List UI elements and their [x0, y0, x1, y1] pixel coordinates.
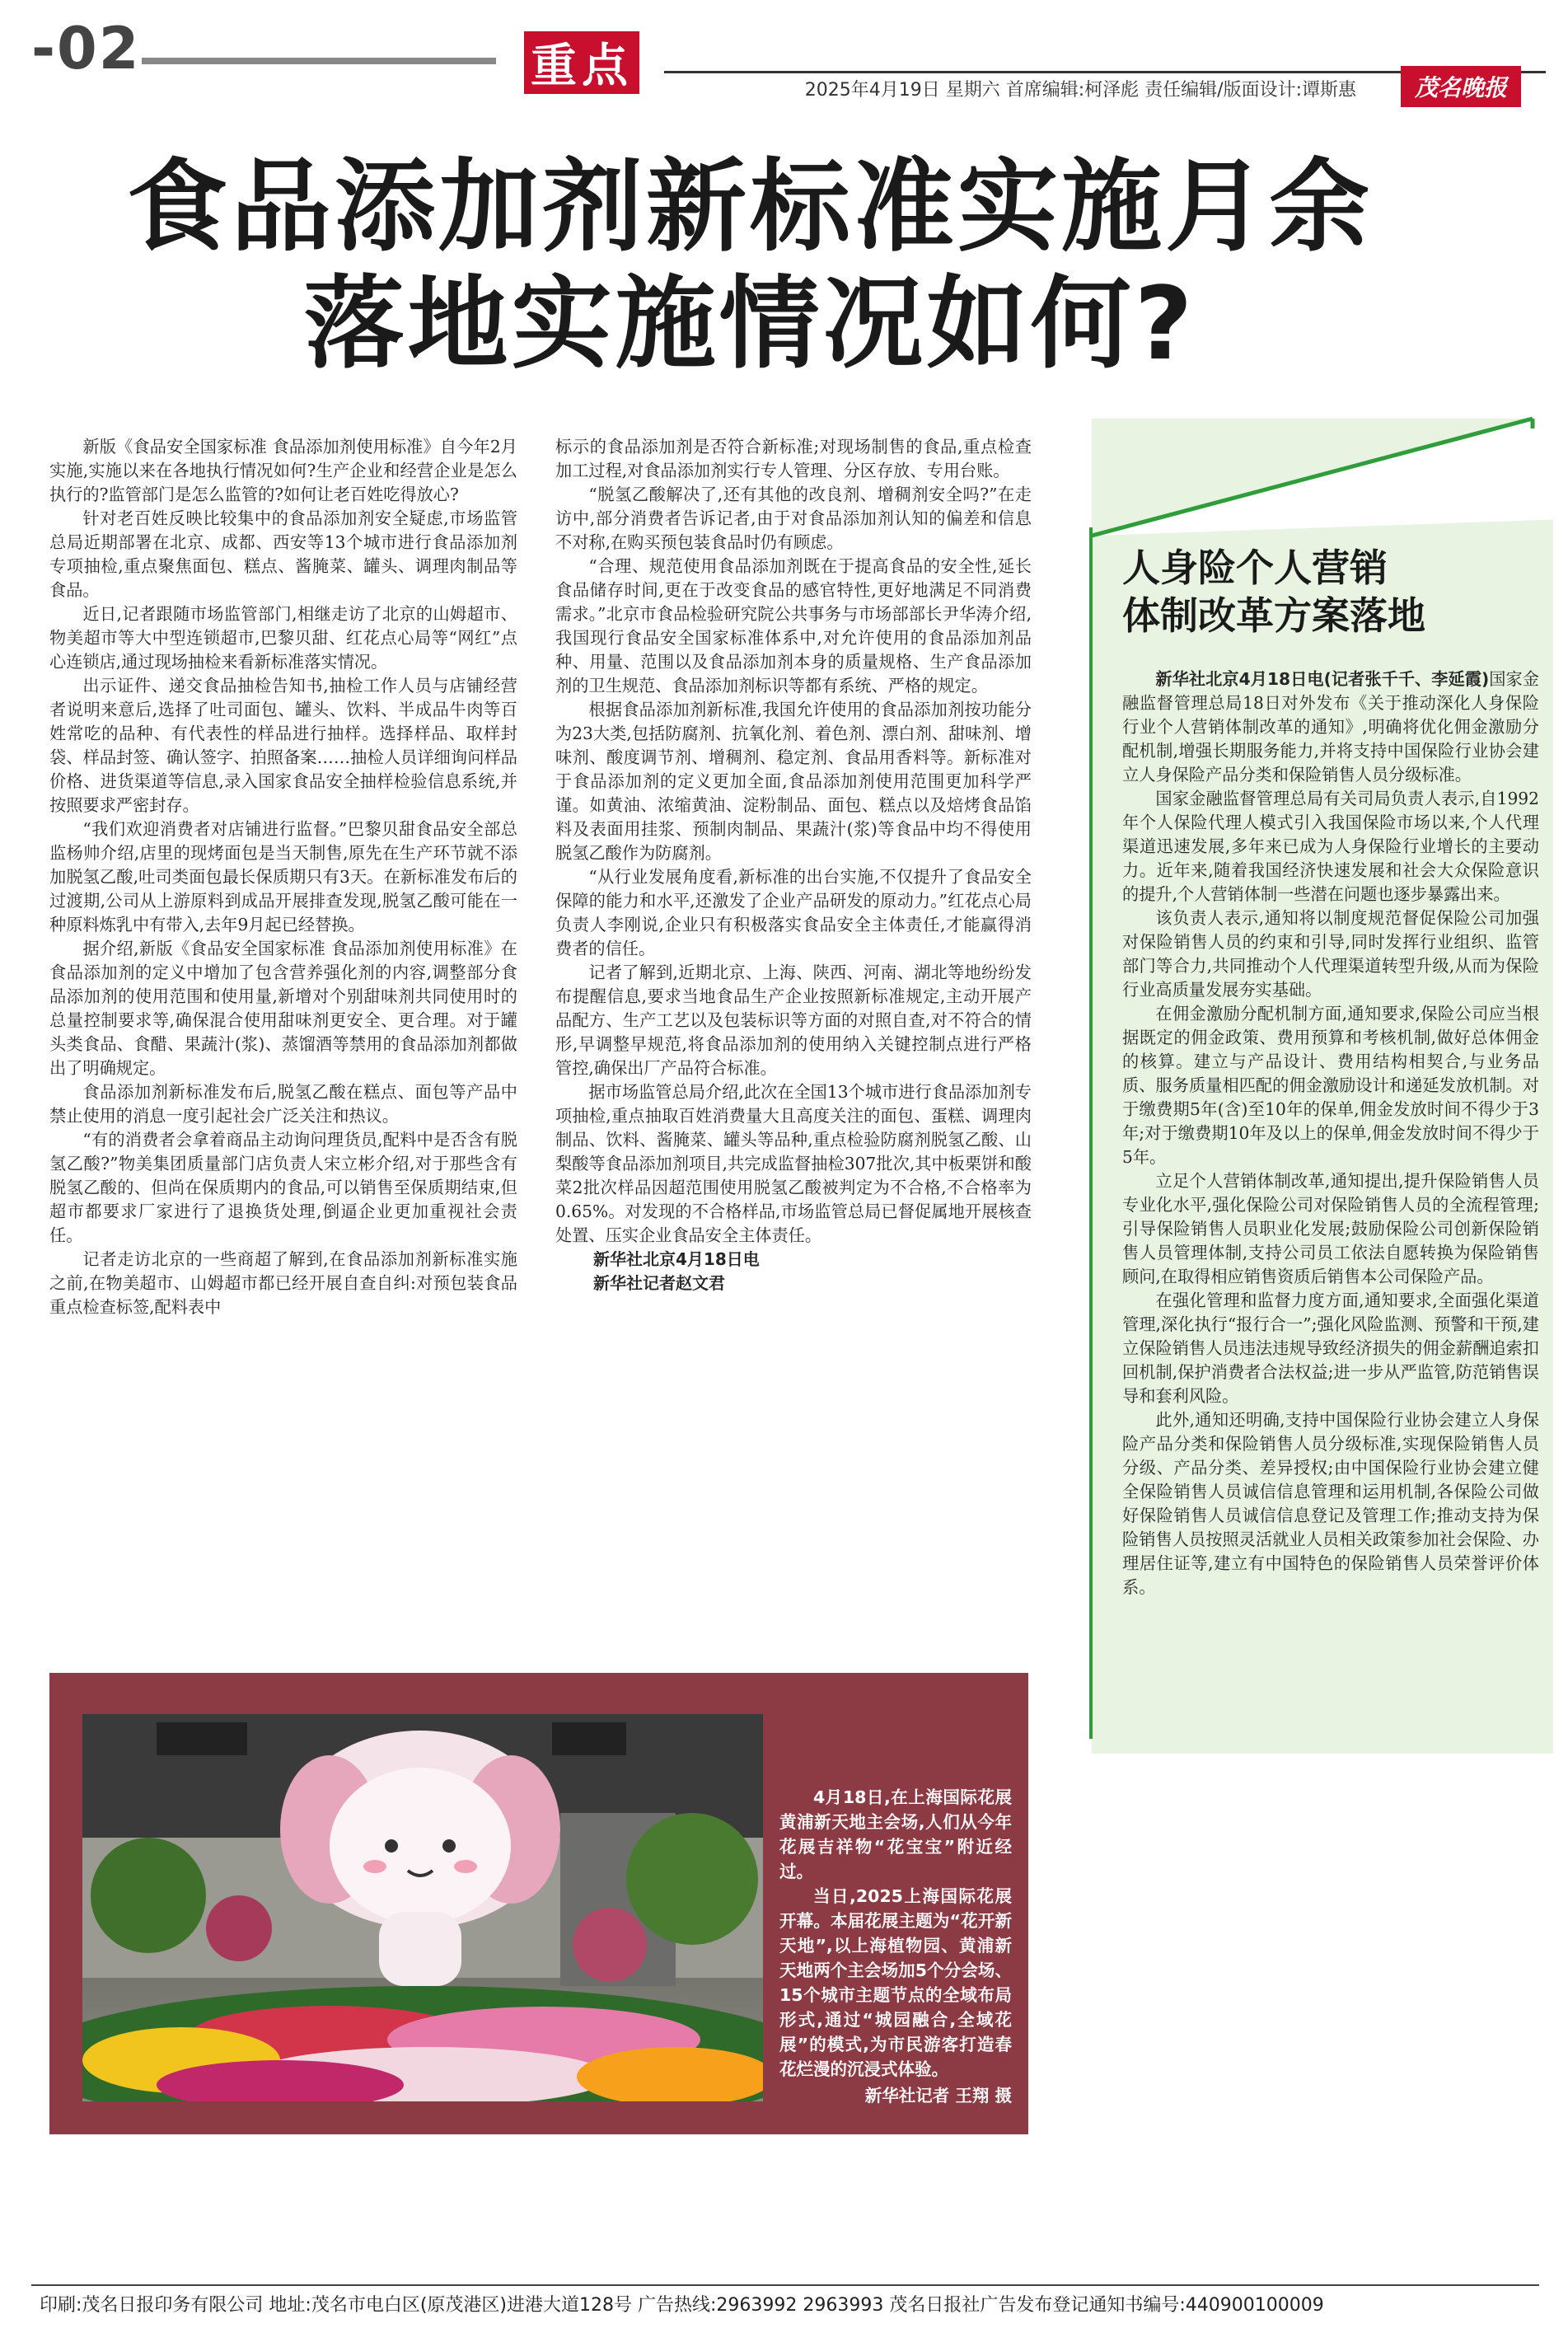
- paragraph: 据介绍,新版《食品安全国家标准 食品添加剂使用标准》在食品添加剂的定义中增加了包含营养强化剂的内容,调整部分食品添加剂的使用范围和使用量,新增对个别甜味剂共同使用时的总量控制要求等,确保混合使用甜味剂更安全、更合理。对于罐头类食品、食醋、果蔬汁(浆)、蒸馏酒等禁用的食品添加剂都做出了明确规定。: [49, 939, 517, 1078]
- paragraph: 食品添加剂新标准发布后,脱氢乙酸在糕点、面包等产品中禁止使用的消息一度引起社会广泛关注和热议。: [49, 1082, 517, 1126]
- paragraph: 该负责人表示,通知将以制度规范督促保险公司加强对保险销售人员的约束和引导,同时发挥行业组织、监管部门等合力,共同推动个人代理渠道转型升级,从而为保险行业高质量发展夯实基础。: [1122, 908, 1539, 1000]
- headline-line2: 落地实施情况如何?: [303, 265, 1196, 382]
- byline: 新华社记者赵文君: [593, 1273, 725, 1293]
- paragraph: 在佣金激励分配机制方面,通知要求,保险公司应当根据既定的佣金政策、费用预算和考核机制,做好总体佣金的核算。建立与产品设计、费用结构相契合,与业务品质、服务质量相匹配的佣金激励设计和递延发放机制。对于缴费期5年(含)至10年的保单,佣金发放时间不得少于3年;对于缴费期10年及以上的保单,佣金发放时间不得少于5年。: [1122, 1004, 1539, 1167]
- paragraph: 据市场监管总局介绍,此次在全国13个城市进行食品添加剂专项抽检,重点抽取百姓消费量大且高度关注的面包、蛋糕、调理肉制品、饮料、酱腌菜、罐头等品种,重点检验防腐剂脱氢乙酸、山梨酸等食品添加剂项目,共完成监督抽检307批次,其中板栗饼和酸菜2批次样品因超范围使用脱氢乙酸被判定为不合格,不合格率为0.65%。对发现的不合格样品,市场监管总局已督促属地开展核查处置、压实企业食品安全主体责任。: [555, 1082, 1032, 1245]
- sidebar-article: [1122, 667, 1539, 1600]
- paragraph: 出示证件、递交食品抽检告知书,抽检工作人员与店铺经营者说明来意后,选择了吐司面包、罐头、饮料、半成品牛肉等百姓常吃的品种、有代表性的样品进行抽样。选择样品、取样封袋、样品封签、确认签字、拍照备案……抽检人员详细询问样品价格、进货渠道等信息,录入国家食品安全抽样检验信息系统,并按照要求严密封存。: [49, 676, 517, 815]
- paragraph: 此外,通知还明确,支持中国保险行业协会建立人身保险产品分类和保险销售人员分级标准,实现保险销售人员分级、产品分类、差异授权;由中国保险行业协会建立健全保险销售人员诚信信息管理和运用机制,各保险公司做好保险销售人员诚信信息登记及管理工作;推动支持为保险销售人员按照灵活就业人员相关政策参加社会保险、办理居住证等,建立有中国特色的保险销售人员荣誉评价体系。: [1122, 1410, 1539, 1597]
- section-tag: 重点: [524, 31, 639, 94]
- paragraph: “我们欢迎消费者对店铺进行监督。”巴黎贝甜食品安全部总监杨帅介绍,店里的现烤面包是当天制售,原先在生产环节就不添加脱氢乙酸,吐司类面包最长保质期只有3天。在新标准发布后的过渡期,公司从上游原料到成品开展排查发现,脱氢乙酸可能在一种原料炼乳中有带入,去年9月起已经替换。: [49, 819, 517, 934]
- paragraph: 根据食品添加剂新标准,我国允许使用的食品添加剂按功能分为23大类,包括防腐剂、抗氧化剂、着色剂、漂白剂、甜味剂、增味剂、酸度调节剂、增稠剂、稳定剂、食品用香料等。新标准对于食品添加剂的定义更加全面,食品添加剂使用范围更加科学严谨。如黄油、浓缩黄油、淀粉制品、面包、糕点以及焙烤食品馅料及表面用挂浆、预制肉制品、果蔬汁(浆)等食品中均不得使用脱氢乙酸作为防腐剂。: [555, 700, 1032, 863]
- caption-paragraph-1: 4月18日,在上海国际花展黄浦新天地主会场,人们从今年花展吉祥物“花宝宝”附近经过。: [779, 1787, 1012, 1881]
- paragraph: “从行业发展角度看,新标准的出台实施,不仅提升了食品安全保障的能力和水平,还激发了企业产品研发的原动力。”红花点心局负责人李刚说,企业只有积极落实食品安全主体责任,才能赢得消费者的信任。: [555, 867, 1032, 958]
- lead-text: 国家金融监督管理总局18日对外发布《关于推动深化人身保险行业个人营销体制改革的通知》,明确将优化佣金激励分配机制,增强长期服务能力,并将支持中国保险行业协会建立人身保险产品分类和保险销售人员分级标准。: [1122, 669, 1539, 785]
- lead-dateline: 新华社北京4月18日电(记者张千千、李延霞): [1155, 669, 1490, 689]
- sidebar-title-line2: 体制改革方案落地: [1122, 593, 1425, 638]
- paragraph: 立足个人营销体制改革,通知提出,提升保险销售人员专业化水平,强化保险公司对保险销售人员的全流程管理;引导保险销售人员职业化发展;鼓励保险公司创新保险销售人员管理体制,支持公司员工依法自愿转换为保险销售顾问,在取得相应销售资质后销售本公司保险产品。: [1122, 1171, 1539, 1286]
- paragraph: “脱氢乙酸解决了,还有其他的改良剂、增稠剂安全吗?”在走访中,部分消费者告诉记者,由于对食品添加剂认知的偏差和信息不对称,在购买预包装食品时仍有顾虑。: [555, 485, 1032, 552]
- paragraph: 针对老百姓反映比较集中的食品添加剂安全疑虑,市场监管总局近期部署在北京、成都、西安等13个城市进行食品添加剂专项抽检,重点聚焦面包、糕点、酱腌菜、罐头、调理肉制品等食品。: [49, 508, 517, 600]
- paragraph: “合理、规范使用食品添加剂既在于提高食品的安全性,延长食品储存时间,更在于改变食品的感官特性,更好地满足不同消费需求。”北京市食品检验研究院公共事务与市场部部长尹华涛介绍,我国现行食品安全国家标准体系中,对允许使用的食品添加剂品种、用量、范围以及食品添加剂本身的质量规格、生产食品添加剂的卫生规范、食品添加剂标识等都有系统、严格的规定。: [555, 556, 1032, 696]
- paragraph: 标示的食品添加剂是否符合新标准;对现场制售的食品,重点检查加工过程,对食品添加剂实行专人管理、分区存放、专用台账。: [555, 437, 1032, 480]
- paragraph: 记者走访北京的一些商超了解到,在食品添加剂新标准实施之前,在物美超市、山姆超市都已经开展自查自纠:对预包装食品重点检查标签,配料表中: [49, 1249, 517, 1317]
- page-number-rule: [142, 58, 496, 64]
- paragraph: 新版《食品安全国家标准 食品添加剂使用标准》自今年2月实施,实施以来在各地执行情况如何?生产企业和经营企业是怎么执行的?监管部门是怎么监管的?如何让老百姓吃得放心?: [49, 437, 517, 504]
- headline: [49, 148, 1450, 382]
- sidebar-left-border: [1089, 527, 1093, 1739]
- headline-line1: 食品添加剂新标准实施月余: [127, 148, 1373, 265]
- footer-rule: [31, 2284, 1539, 2286]
- sidebar-title: [1122, 544, 1534, 639]
- footer-info: 印刷:茂名日报印务有限公司 地址:茂名市电白区(原茂港区)进港大道128号 广告热线:2963992 2963993 茂名日报社广告发布登记通知书编号:440900100009: [40, 2295, 1324, 2316]
- caption-paragraph-2: 当日,2025上海国际花展开幕。本届花展主题为“花开新天地”,以上海植物园、黄浦新天地两个主会场加5个分会场、15个城市主题节点的全域布局形式,通过“城园融合,全域花展”的模式,为市民游客打造春花烂漫的沉浸式体验。: [779, 1886, 1012, 2079]
- paragraph: “有的消费者会拿着商品主动询问理货员,配料中是否含有脱氢乙酸?”物美集团质量部门店负责人宋立彬介绍,对于那些含有脱氢乙酸的、但尚在保质期内的食品,可以销售至保质期结束,但超市都要求厂家进行了退换货处理,倒逼企业更加重视社会责任。: [49, 1130, 517, 1245]
- paragraph: 近日,记者跟随市场监管部门,相继走访了北京的山姆超市、物美超市等大中型连锁超市,巴黎贝甜、红花点心局等“网红”点心连锁店,通过现场抽检来看新标准落实情况。: [49, 604, 517, 672]
- photo-caption: [779, 1785, 1012, 2108]
- paragraph: 记者了解到,近期北京、上海、陕西、河南、湖北等地纷纷发布提醒信息,要求当地食品生产企业按照新标准规定,主动开展产品配方、生产工艺以及包装标识等方面的对照自查,对不符合的情形,早调整早规范,将食品添加剂的使用纳入关键控制点进行严格管控,确保出厂产品符合标准。: [555, 963, 1032, 1078]
- paragraph: 国家金融监督管理总局有关司局负责人表示,自1992年个人保险代理人模式引入我国保险市场以来,个人代理渠道迅速发展,多年来已成为人身保险行业增长的主要动力。近年来,随着我国经济快速发展和社会大众保险意识的提升,个人营销体制一些潜在问题也逐步暴露出来。: [1122, 789, 1539, 904]
- paragraph: 在强化管理和监督力度方面,通知要求,全面强化渠道管理,深化执行“报行合一”;强化风险监测、预警和干预,建立保险销售人员违法违规导致经济损失的佣金薪酬追索扣回机制,保护消费者合法权益;进一步从严监管,防范销售误导和套利风险。: [1122, 1290, 1539, 1406]
- photo-credit: 新华社记者 王翔 摄: [864, 2086, 1012, 2106]
- lead-paragraph: [1122, 667, 1539, 787]
- page-number: -02: [31, 15, 141, 82]
- logo-text: 茂名晚报: [1414, 74, 1507, 101]
- header-info: 2025年4月19日 星期六 首席编辑:柯泽彪 责任编辑/版面设计:谭斯惠: [804, 80, 1356, 101]
- sidebar-title-line1: 人身险个人营销: [1122, 546, 1388, 590]
- article-column-2: [555, 435, 1032, 1295]
- dateline: 新华社北京4月18日电: [593, 1249, 760, 1269]
- flower-show-mascot-image: [82, 1714, 763, 2101]
- news-photo: [82, 1714, 763, 2101]
- article-column-1: [49, 435, 517, 1319]
- newspaper-logo: [1401, 66, 1521, 107]
